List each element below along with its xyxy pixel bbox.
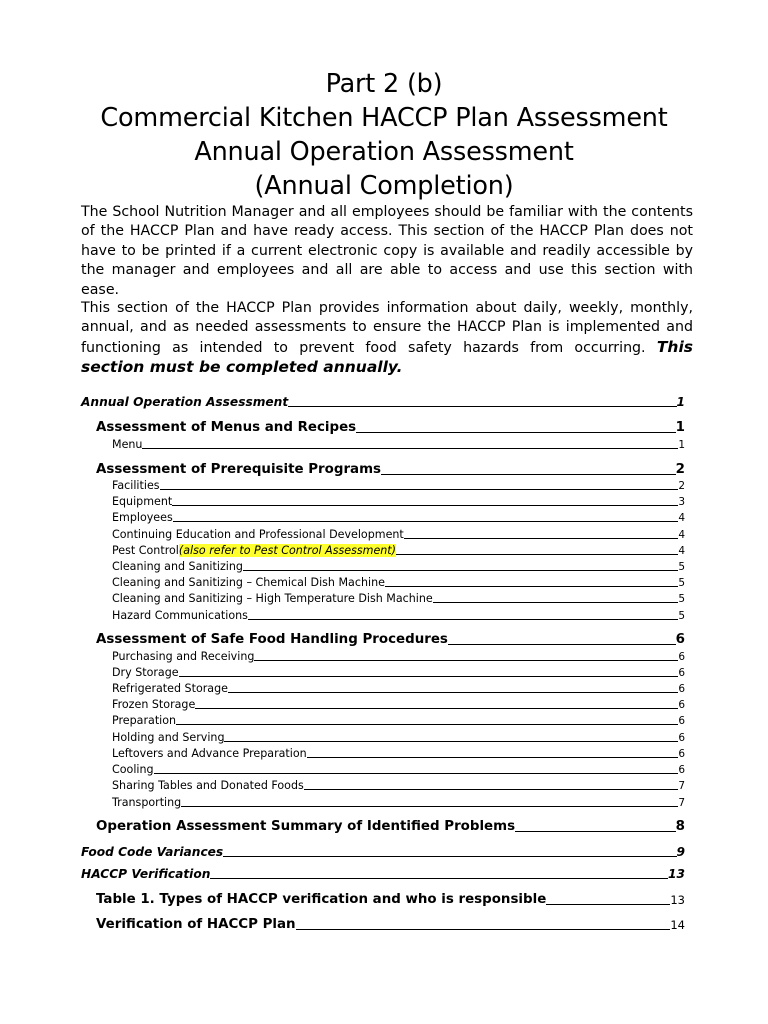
toc-entry-label: HACCP Verification — [81, 867, 211, 881]
toc-page-number: 6 — [678, 699, 685, 711]
toc-leader-line — [243, 570, 678, 571]
toc-entry[interactable] — [112, 682, 685, 695]
toc-entry[interactable] — [112, 479, 685, 492]
toc-leader-line — [546, 904, 670, 905]
toc-entry-label: Cleaning and Sanitizing — [112, 560, 243, 573]
toc-page-number: 9 — [676, 845, 685, 859]
toc-page-number: 7 — [678, 780, 685, 792]
toc-entry-label: Verification of HACCP Plan — [96, 917, 296, 932]
toc-leader-line — [154, 773, 679, 774]
toc-entry-label: Leftovers and Advance Preparation — [112, 747, 307, 760]
toc-page-number: 1 — [678, 439, 685, 451]
toc-entry-label: Assessment of Prerequisite Programs — [96, 462, 382, 477]
toc-entry-label: Transporting — [112, 796, 182, 809]
toc-entry[interactable] — [112, 544, 685, 557]
toc-page-number: 6 — [678, 764, 685, 776]
toc-entry-label: Sharing Tables and Donated Foods — [112, 779, 304, 792]
toc-leader-line — [404, 538, 679, 539]
toc-entry[interactable] — [112, 763, 685, 776]
annual-completion-emphasis: This section must be completed annually. — [81, 337, 693, 377]
toc-leader-line — [223, 856, 676, 857]
toc-leader-line — [181, 806, 678, 807]
toc-entry-highlighted-note: (also refer to Pest Control Assessment) — [178, 544, 396, 557]
toc-entry[interactable] — [81, 395, 685, 409]
toc-entry[interactable] — [112, 796, 685, 809]
toc-entry-label: Preparation — [112, 714, 177, 727]
scope-paragraph — [81, 299, 693, 379]
toc-leader-line — [515, 831, 676, 832]
title-line-4: (Annual Completion) — [254, 171, 514, 201]
toc-leader-line — [195, 708, 678, 709]
toc-entry-label: Refrigerated Storage — [112, 682, 228, 695]
toc-leader-line — [248, 619, 678, 620]
toc-page-number: 6 — [678, 651, 685, 663]
toc-entry[interactable] — [81, 845, 685, 859]
toc-leader-line — [304, 789, 679, 790]
toc-leader-line — [179, 676, 679, 677]
toc-entry-label: Food Code Variances — [81, 845, 224, 859]
toc-leader-line — [448, 644, 676, 645]
toc-page-number: 6 — [678, 748, 685, 760]
toc-entry[interactable] — [112, 650, 685, 663]
toc-page-number: 6 — [678, 683, 685, 695]
toc-leader-line — [307, 757, 679, 758]
toc-entry[interactable] — [112, 747, 685, 760]
toc-page-number: 13 — [668, 867, 685, 881]
toc-entry[interactable] — [112, 666, 685, 679]
toc-entry[interactable] — [112, 731, 685, 744]
toc-page-number: 4 — [678, 529, 685, 541]
toc-entry-label: Cleaning and Sanitizing – Chemical Dish Machine — [112, 576, 385, 589]
toc-entry[interactable] — [112, 698, 685, 711]
toc-entry[interactable] — [112, 495, 685, 508]
toc-page-number: 5 — [678, 561, 685, 573]
toc-page-number: 2 — [678, 480, 685, 492]
toc-page-number: 2 — [675, 462, 685, 477]
toc-page-number: 1 — [676, 395, 685, 409]
toc-leader-line — [142, 448, 678, 449]
toc-entry[interactable] — [112, 609, 685, 622]
toc-leader-line — [210, 878, 668, 879]
toc-entry-label: Assessment of Menus and Recipes — [96, 420, 357, 435]
intro-paragraph: The School Nutrition Manager and all employees should be familiar with the contents of the HACCP Plan and have ready access. This section of the HACCP Plan does not have to be printed if a current electronic copy is available and readily accessible by the manager and employees and all are able to access and use this section with ease. — [81, 204, 693, 298]
toc-entry[interactable] — [112, 714, 685, 727]
toc-entry-label: Equipment — [112, 495, 173, 508]
toc-entry[interactable] — [112, 779, 685, 792]
toc-leader-line — [385, 586, 678, 587]
toc-page-number: 6 — [678, 732, 685, 744]
toc-entry[interactable] — [96, 462, 685, 477]
toc-page-number: 5 — [678, 593, 685, 605]
toc-entry-label: Table 1. Types of HACCP verification and who is responsible — [96, 892, 547, 907]
toc-leader-line — [254, 660, 678, 661]
toc-entry-label: Pest Control — [112, 544, 179, 557]
toc-entry-label: Cleaning and Sanitizing – High Temperature Dish Machine — [112, 592, 433, 605]
toc-leader-line — [224, 741, 678, 742]
toc-entry[interactable] — [96, 420, 685, 435]
toc-page-number: 6 — [678, 667, 685, 679]
toc-page-number: 1 — [675, 420, 685, 435]
scope-paragraph-text: This section of the HACCP Plan provides information about daily, weekly, monthly, annual, and as needed assessments to ensure the HACCP Plan is implemented and functioning as intended to prevent food safety hazards from occurring. — [81, 300, 693, 356]
toc-leader-line — [433, 602, 679, 603]
toc-page-number: 5 — [678, 577, 685, 589]
toc-entry-label: Employees — [112, 511, 173, 524]
toc-page-number: 3 — [678, 496, 685, 508]
toc-entry-label: Assessment of Safe Food Handling Procedures — [96, 632, 448, 647]
toc-leader-line — [296, 929, 671, 930]
toc-entry-label: Dry Storage — [112, 666, 179, 679]
toc-page-number: 5 — [678, 610, 685, 622]
toc-entry[interactable] — [96, 892, 685, 907]
toc-entry[interactable] — [112, 511, 685, 524]
toc-entry[interactable] — [112, 528, 685, 541]
title-line-3: Annual Operation Assessment — [194, 137, 574, 167]
toc-entry-label: Menu — [112, 438, 143, 451]
toc-leader-line — [172, 505, 678, 506]
title-line-1: Part 2 (b) — [325, 69, 443, 99]
toc-entry-label: Cooling — [112, 763, 154, 776]
toc-leader-line — [176, 724, 678, 725]
toc-leader-line — [288, 406, 676, 407]
toc-entry-label: Hazard Communications — [112, 609, 248, 622]
toc-page-number: 4 — [678, 545, 685, 557]
toc-page-number: 6 — [678, 715, 685, 727]
toc-page-number: 4 — [678, 512, 685, 524]
toc-page-number: 6 — [675, 632, 685, 647]
toc-entry-label: Purchasing and Receiving — [112, 650, 255, 663]
toc-entry-label: Holding and Serving — [112, 731, 225, 744]
toc-entry[interactable] — [112, 560, 685, 573]
toc-entry-label: Frozen Storage — [112, 698, 196, 711]
toc-entry-label: Annual Operation Assessment — [81, 395, 289, 409]
toc-entry[interactable] — [96, 632, 685, 647]
toc-leader-line — [173, 521, 679, 522]
toc-entry[interactable] — [112, 576, 685, 589]
toc-entry[interactable] — [112, 438, 685, 451]
toc-entry-label: Operation Assessment Summary of Identified Problems — [96, 819, 516, 834]
toc-leader-line — [356, 432, 676, 433]
toc-entry[interactable] — [96, 917, 685, 932]
toc-page-number: 7 — [678, 797, 685, 809]
toc-page-number: 14 — [670, 918, 685, 932]
toc-page-number: 8 — [675, 819, 685, 834]
toc-entry[interactable] — [81, 867, 685, 881]
title-line-2: Commercial Kitchen HACCP Plan Assessment — [100, 103, 668, 133]
toc-entry[interactable] — [112, 592, 685, 605]
toc-leader-line — [396, 554, 678, 555]
toc-entry-label: Continuing Education and Professional Development — [112, 528, 404, 541]
toc-leader-line — [381, 474, 676, 475]
toc-entry-label: Facilities — [112, 479, 160, 492]
toc-page-number: 13 — [670, 893, 685, 907]
toc-leader-line — [228, 692, 678, 693]
toc-entry[interactable] — [96, 819, 685, 834]
toc-leader-line — [160, 489, 679, 490]
